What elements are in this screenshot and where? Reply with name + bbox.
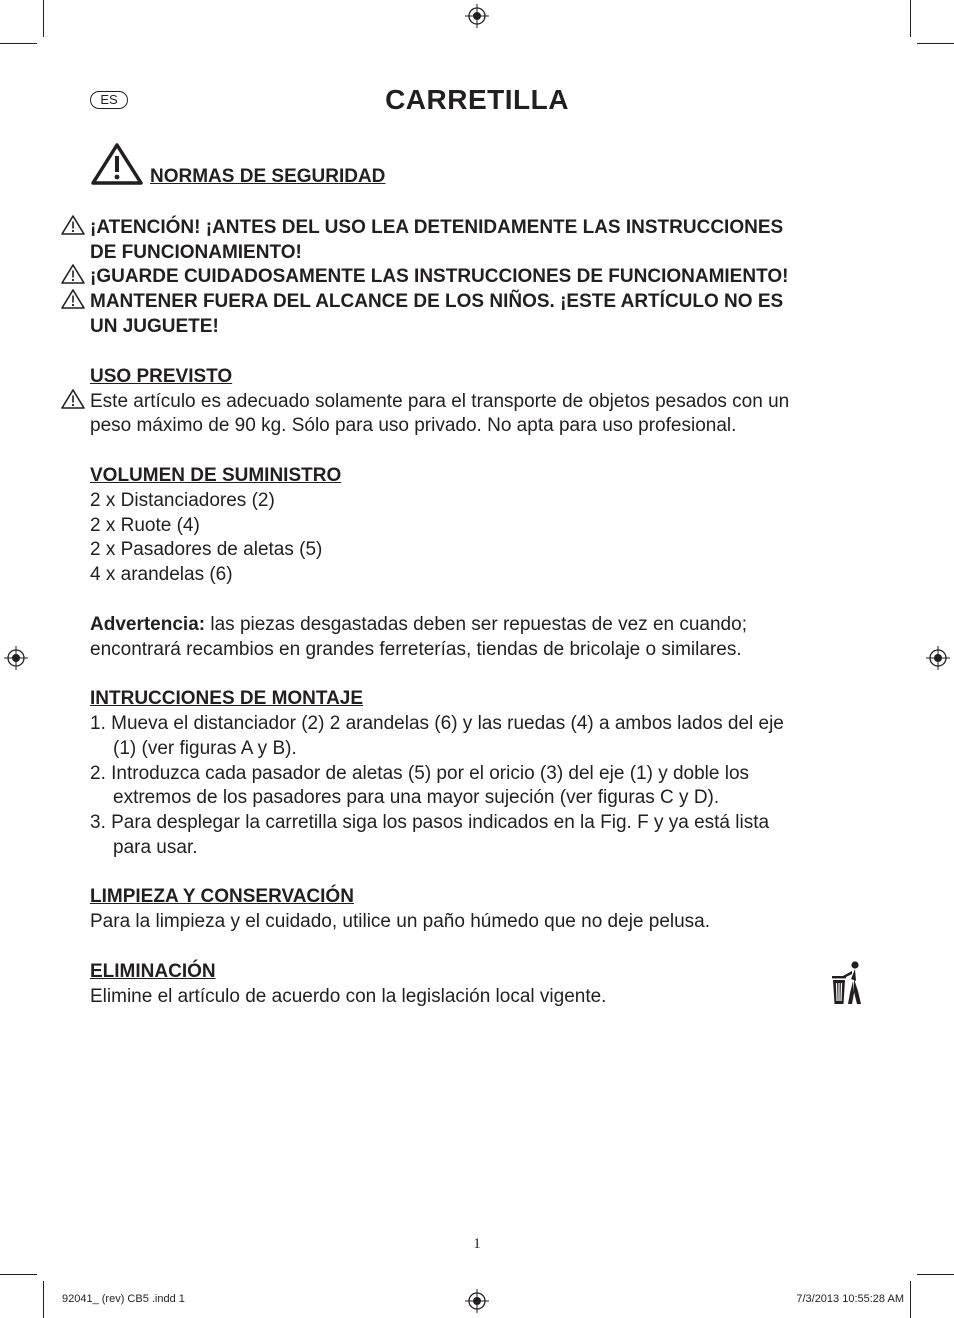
recycle-bin-icon (828, 960, 866, 1006)
section-heading-disposal: ELIMINACIÓN (90, 961, 216, 982)
warning-triangle-icon (90, 142, 144, 186)
crop-mark (43, 1281, 44, 1318)
page-title: CARRETILLA (385, 84, 569, 115)
advice-line (90, 613, 747, 637)
warning-icon (60, 288, 86, 310)
warning-text: ¡GUARDE CUIDADOSAMENTE LAS INSTRUCCIONES DE FUNCIONAMIENTO! (90, 266, 789, 287)
warning-text: UN JUGUETE! (90, 316, 219, 337)
list-item: 2 x Pasadores de aletas (5) (90, 539, 323, 560)
crop-mark (0, 43, 37, 44)
safety-heading: NORMAS DE SEGURIDAD (150, 166, 386, 187)
list-item: 4 x arandelas (6) (90, 564, 233, 585)
advice-line: encontrará recambios en grandes ferreterías, tiendas de bricolaje o similares. (90, 639, 742, 660)
assembly-step: 3. Para desplegar la carretilla siga los pasos indicados en la Fig. F y ya está lista (90, 812, 770, 833)
section-heading-assembly: INTRUCCIONES DE MONTAJE (90, 688, 364, 709)
page-number: 1 (473, 1236, 481, 1252)
paragraph-line: Este artículo es adecuado solamente para el transporte de objetos pesados con un (90, 391, 790, 412)
date-slug: 7/3/2013 10:55:28 AM (796, 1293, 904, 1305)
advice-text: las piezas desgastadas deben ser repuestas de vez en cuando; (205, 614, 747, 635)
language-badge: ES (90, 91, 128, 109)
warning-text: ¡ATENCIÓN! ¡ANTES DEL USO LEA DETENIDAMENTE LAS INSTRUCCIONES (90, 217, 784, 238)
crop-mark (0, 1274, 37, 1275)
section-heading-intended-use: USO PREVISTO (90, 366, 233, 387)
paragraph-line: Para la limpieza y el cuidado, utilice un paño húmedo que no deje pelusa. (90, 911, 711, 932)
crop-mark (43, 0, 44, 37)
registration-mark-icon (465, 4, 489, 28)
registration-mark-icon (926, 646, 950, 670)
crop-mark (910, 0, 911, 37)
warning-text: DE FUNCIONAMIENTO! (90, 242, 302, 263)
registration-mark-icon (465, 1289, 489, 1313)
advice-label: Advertencia: (90, 614, 206, 635)
section-heading-supply: VOLUMEN DE SUMINISTRO (90, 465, 342, 486)
crop-mark (917, 43, 954, 44)
crop-mark (917, 1274, 954, 1275)
section-heading-cleaning: LIMPIEZA Y CONSERVACIÓN (90, 886, 354, 907)
warning-icon (60, 388, 86, 410)
assembly-step-cont: (1) (ver figuras A y B). (113, 738, 297, 759)
registration-mark-icon (4, 646, 28, 670)
list-item: 2 x Ruote (4) (90, 515, 200, 536)
crop-mark (910, 1281, 911, 1318)
warning-icon (60, 214, 86, 236)
assembly-step-cont: extremos de los pasadores para una mayor sujeción (ver figuras C y D). (113, 787, 720, 808)
assembly-step: 2. Introduzca cada pasador de aletas (5) por el oricio (3) del eje (1) y doble los (90, 763, 750, 784)
warning-icon (60, 263, 86, 285)
assembly-step-cont: para usar. (113, 837, 198, 858)
list-item: 2 x Distanciadores (2) (90, 490, 275, 511)
warning-text: MANTENER FUERA DEL ALCANCE DE LOS NIÑOS. ¡ESTE ARTÍCULO NO ES (90, 291, 784, 312)
paragraph-line: Elimine el artículo de acuerdo con la legislación local vigente. (90, 986, 607, 1007)
assembly-step: 1. Mueva el distanciador (2) 2 arandelas (6) y las ruedas (4) a ambos lados del eje (90, 713, 784, 734)
file-slug: 92041_ (rev) CB5 .indd 1 (62, 1293, 185, 1305)
paragraph-line: peso máximo de 90 kg. Sólo para uso privado. No apta para uso profesional. (90, 415, 737, 436)
